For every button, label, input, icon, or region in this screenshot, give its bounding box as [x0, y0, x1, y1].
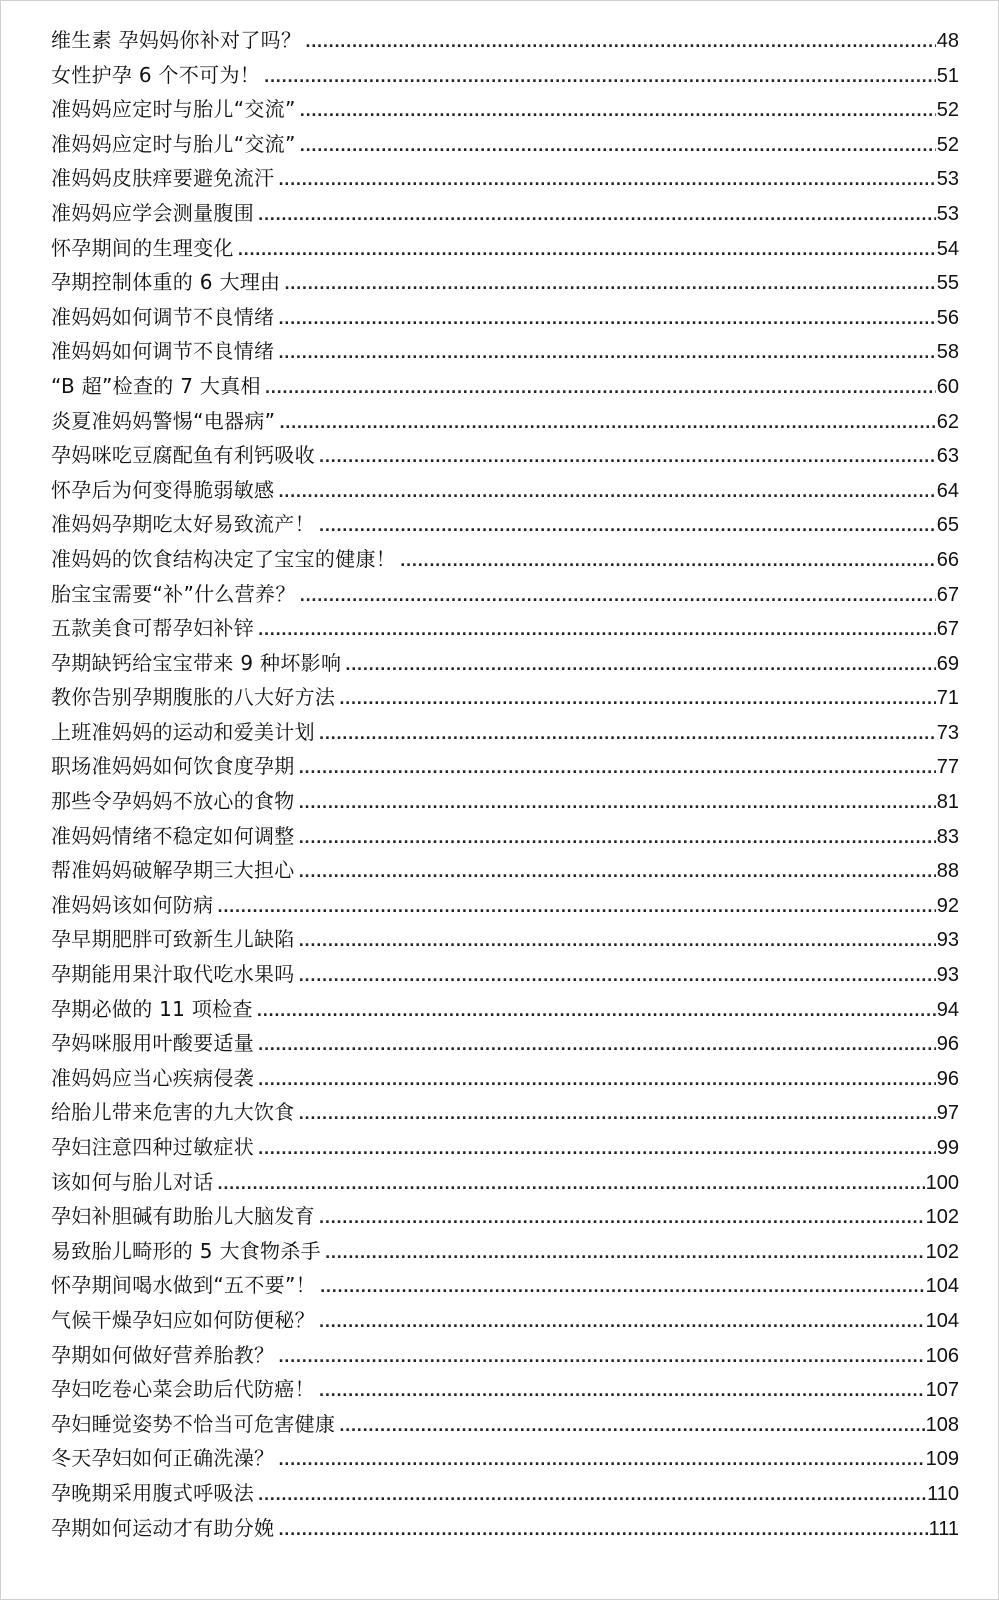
toc-entry[interactable] — [51, 611, 959, 646]
toc-dot-leader — [319, 1306, 925, 1341]
toc-entry-title: 五款美食可帮孕妇补锌 — [51, 616, 254, 641]
toc-page-number: 48 — [936, 30, 959, 52]
toc-entry-title: 准妈妈情绪不稳定如何调整 — [51, 823, 295, 848]
toc-dot-leader — [325, 1237, 925, 1272]
toc-entry-title: 准妈妈应当心疾病侵袭 — [51, 1065, 254, 1090]
toc-dot-leader — [339, 683, 936, 718]
toc-dot-leader — [299, 925, 936, 960]
toc-entry[interactable] — [51, 127, 959, 162]
toc-page-number: 102 — [925, 1240, 959, 1263]
toc-entry[interactable] — [51, 1407, 959, 1442]
toc-entry-title: 教你告别孕期腹胀的八大好方法 — [51, 685, 336, 710]
toc-entry-title: 孕妈咪吃豆腐配鱼有利钙吸收 — [51, 443, 315, 468]
toc-entry[interactable] — [51, 1061, 959, 1096]
toc-entry[interactable] — [51, 404, 959, 439]
toc-entry[interactable] — [51, 1026, 959, 1061]
toc-entry[interactable] — [51, 334, 959, 369]
toc-page-number: 108 — [925, 1413, 959, 1436]
toc-entry-title: 孕妇睡觉姿势不恰当可危害健康 — [51, 1411, 336, 1436]
toc-entry[interactable] — [51, 438, 959, 473]
toc-entry-title: 气候干燥孕妇应如何防便秘？ — [51, 1307, 315, 1332]
toc-page-number: 60 — [936, 375, 959, 398]
toc-dot-leader — [279, 407, 935, 442]
toc-page-number: 102 — [925, 1206, 959, 1229]
toc-dot-leader — [217, 1168, 924, 1203]
toc-dot-leader — [265, 372, 936, 407]
toc-entry-title: 上班准妈妈的运动和爱美计划 — [51, 719, 315, 744]
toc-entry-title: 那些令孕妈妈不放心的食物 — [51, 789, 295, 814]
toc-page-number: 88 — [936, 860, 959, 883]
toc-entry-title: 孕期如何做好营养胎教？ — [51, 1342, 275, 1367]
toc-page-number: 71 — [936, 687, 959, 710]
toc-page-number: 99 — [936, 1137, 959, 1159]
toc-dot-leader — [258, 614, 936, 649]
toc-dot-leader — [319, 441, 936, 476]
toc-page-number: 66 — [936, 548, 959, 571]
toc-entry-title: 孕妇吃卷心菜会助后代防癌！ — [51, 1377, 315, 1402]
toc-entry[interactable] — [51, 92, 959, 127]
toc-entry[interactable] — [51, 1303, 959, 1338]
toc-entry-title: 孕期缺钙给宝宝带来 9 种坏影响 — [51, 650, 342, 675]
toc-page-number: 63 — [936, 445, 959, 468]
toc-page-number: 100 — [925, 1171, 959, 1194]
toc-entry-title: 女性护孕 6 个不可为！ — [51, 62, 261, 87]
toc-page-number: 73 — [936, 721, 959, 744]
toc-entry-title: 准妈妈应定时与胎儿“交流” — [51, 131, 296, 156]
toc-page-number: 83 — [936, 825, 959, 848]
toc-dot-leader — [319, 510, 936, 545]
toc-dot-leader — [258, 1064, 936, 1099]
toc-entry-title: 孕期如何运动才有助分娩 — [51, 1515, 275, 1540]
toc-dot-leader — [299, 1098, 936, 1133]
toc-entry-title: 孕妈咪服用叶酸要适量 — [51, 1031, 254, 1056]
toc-entry[interactable] — [51, 1165, 959, 1200]
toc-entry[interactable] — [51, 23, 959, 58]
toc-entry-title: 孕妇注意四种过敏症状 — [51, 1135, 254, 1159]
toc-page-number: 67 — [936, 618, 959, 641]
toc-entry[interactable] — [51, 680, 959, 715]
toc-entry[interactable] — [51, 922, 959, 957]
toc-entry[interactable] — [51, 1268, 959, 1303]
toc-dot-leader — [278, 1341, 924, 1376]
table-of-contents — [51, 23, 959, 1545]
toc-entry-title: 孕妇补胆碱有助胎儿大脑发育 — [51, 1204, 315, 1229]
toc-entry[interactable] — [51, 577, 959, 612]
toc-page-number: 106 — [925, 1344, 959, 1367]
toc-entry-title: 准妈妈孕期吃太好易致流产！ — [51, 512, 315, 537]
toc-entry[interactable] — [51, 1511, 959, 1546]
toc-entry-title: 准妈妈应定时与胎儿“交流” — [51, 97, 296, 122]
toc-page-number: 58 — [936, 341, 959, 364]
toc-entry-title: “B 超”检查的 7 大真相 — [51, 373, 261, 398]
toc-entry-title: 怀孕期间喝水做到“五不要”！ — [51, 1273, 316, 1298]
toc-entry-title: 准妈妈该如何防病 — [51, 892, 214, 917]
toc-dot-leader — [257, 995, 936, 1030]
toc-page-number: 53 — [936, 168, 959, 191]
toc-dot-leader — [300, 95, 936, 130]
toc-page-number: 69 — [936, 652, 959, 675]
toc-entry-title: 准妈妈如何调节不良情绪 — [51, 304, 275, 329]
toc-dot-leader — [400, 545, 936, 580]
toc-entry-title: 怀孕期间的生理变化 — [51, 235, 234, 260]
toc-page-number: 62 — [936, 410, 959, 433]
toc-page-number: 93 — [936, 929, 959, 952]
toc-entry-title: 维生素 孕妈妈你补对了吗？ — [51, 28, 302, 52]
toc-dot-leader — [320, 1271, 925, 1306]
toc-entry-title: 准妈妈应学会测量腹围 — [51, 200, 254, 225]
toc-entry[interactable] — [51, 369, 959, 404]
toc-page-number: 104 — [925, 1275, 959, 1298]
toc-page-number: 65 — [936, 514, 959, 537]
toc-entry-title: 准妈妈如何调节不良情绪 — [51, 339, 275, 364]
toc-entry-title: 孕晚期采用腹式呼吸法 — [51, 1480, 254, 1505]
toc-dot-leader — [345, 649, 936, 684]
toc-dot-leader — [305, 26, 935, 61]
toc-entry[interactable] — [51, 196, 959, 231]
toc-dot-leader — [299, 787, 936, 822]
toc-entry-title: 帮准妈妈破解孕期三大担心 — [51, 858, 295, 883]
toc-entry[interactable] — [51, 853, 959, 888]
toc-entry[interactable] — [51, 542, 959, 577]
toc-entry[interactable] — [51, 749, 959, 784]
toc-entry[interactable] — [51, 58, 959, 93]
toc-page-number: 92 — [936, 894, 959, 917]
toc-entry[interactable] — [51, 819, 959, 854]
toc-page-number: 109 — [925, 1448, 959, 1471]
toc-page-number: 67 — [936, 583, 959, 606]
toc-entry[interactable] — [51, 1199, 959, 1234]
toc-entry[interactable] — [51, 715, 959, 750]
toc-page-number: 56 — [936, 306, 959, 329]
toc-page-number: 104 — [925, 1309, 959, 1332]
toc-dot-leader — [319, 718, 936, 753]
toc-entry[interactable] — [51, 507, 959, 542]
toc-entry-title: 给胎儿带来危害的九大饮食 — [51, 1100, 295, 1125]
toc-dot-leader — [258, 199, 936, 234]
toc-dot-leader — [258, 1479, 926, 1514]
toc-entry-title: 准妈妈皮肤痒要避免流汗 — [51, 166, 275, 191]
toc-dot-leader — [278, 476, 935, 511]
toc-entry-title: 易致胎儿畸形的 5 大食物杀手 — [51, 1238, 321, 1263]
toc-entry-title: 炎夏准妈妈警惕“电器病” — [51, 408, 276, 433]
toc-dot-leader — [278, 1514, 927, 1549]
toc-entry[interactable] — [51, 1441, 959, 1476]
toc-dot-leader — [278, 1444, 924, 1479]
toc-dot-leader — [278, 337, 935, 372]
toc-entry[interactable] — [51, 1234, 959, 1269]
toc-entry[interactable] — [51, 473, 959, 508]
toc-page-number: 51 — [936, 64, 959, 87]
toc-entry[interactable] — [51, 231, 959, 266]
toc-entry[interactable] — [51, 161, 959, 196]
toc-entry[interactable] — [51, 300, 959, 335]
toc-page-number: 52 — [936, 133, 959, 156]
toc-entry-title: 孕期控制体重的 6 大理由 — [51, 270, 281, 295]
toc-entry[interactable] — [51, 784, 959, 819]
toc-dot-leader — [284, 268, 935, 303]
toc-dot-leader — [278, 303, 935, 338]
toc-dot-leader — [319, 1375, 925, 1410]
toc-entry[interactable] — [51, 1130, 959, 1165]
toc-page-number: 96 — [936, 1033, 959, 1056]
toc-entry[interactable] — [51, 957, 959, 992]
toc-dot-leader — [300, 130, 936, 165]
toc-entry[interactable] — [51, 1476, 959, 1511]
toc-dot-leader — [299, 752, 936, 787]
toc-entry[interactable] — [51, 1095, 959, 1130]
toc-dot-leader — [319, 1202, 925, 1237]
toc-dot-leader — [299, 960, 936, 995]
toc-entry-title: 该如何与胎儿对话 — [51, 1169, 214, 1194]
toc-entry-title: 孕早期肥胖可致新生儿缺陷 — [51, 927, 295, 952]
toc-page-number: 110 — [927, 1482, 959, 1505]
toc-entry-title: 冬天孕妇如何正确洗澡？ — [51, 1446, 275, 1471]
toc-entry[interactable] — [51, 1372, 959, 1407]
toc-entry-title: 孕期必做的 11 项检查 — [51, 996, 253, 1021]
toc-entry-title: 怀孕后为何变得脆弱敏感 — [51, 477, 275, 502]
toc-entry-title: 职场准妈妈如何饮食度孕期 — [51, 754, 295, 779]
toc-page-number: 111 — [928, 1517, 959, 1540]
toc-dot-leader — [299, 822, 936, 857]
toc-page-number: 107 — [925, 1379, 959, 1402]
toc-dot-leader — [339, 1410, 924, 1445]
toc-entry[interactable] — [51, 646, 959, 681]
toc-page-number: 64 — [936, 479, 959, 502]
toc-dot-leader — [238, 234, 936, 269]
toc-dot-leader — [264, 61, 936, 96]
toc-page-number: 53 — [936, 202, 959, 225]
toc-entry-title: 孕期能用果汁取代吃水果吗 — [51, 962, 295, 987]
toc-dot-leader — [299, 856, 936, 891]
toc-entry[interactable] — [51, 992, 959, 1027]
toc-entry[interactable] — [51, 1338, 959, 1373]
toc-page-number: 55 — [936, 272, 959, 295]
toc-entry[interactable] — [51, 888, 959, 923]
toc-dot-leader — [300, 580, 936, 615]
toc-page-number: 94 — [936, 998, 959, 1021]
toc-page-number: 52 — [936, 99, 959, 122]
toc-entry[interactable] — [51, 265, 959, 300]
toc-dot-leader — [258, 1133, 936, 1168]
toc-entry-title: 胎宝宝需要“补”什么营养？ — [51, 581, 296, 606]
toc-page-number: 54 — [936, 237, 959, 260]
toc-dot-leader — [258, 1029, 936, 1064]
toc-page-number: 81 — [936, 791, 959, 814]
toc-page-number: 93 — [936, 964, 959, 987]
toc-page-number: 77 — [936, 756, 959, 779]
toc-dot-leader — [217, 891, 935, 926]
toc-page-number: 97 — [936, 1102, 959, 1125]
toc-dot-leader — [278, 164, 935, 199]
toc-entry-title: 准妈妈的饮食结构决定了宝宝的健康！ — [51, 546, 397, 571]
toc-page-number: 96 — [936, 1067, 959, 1090]
